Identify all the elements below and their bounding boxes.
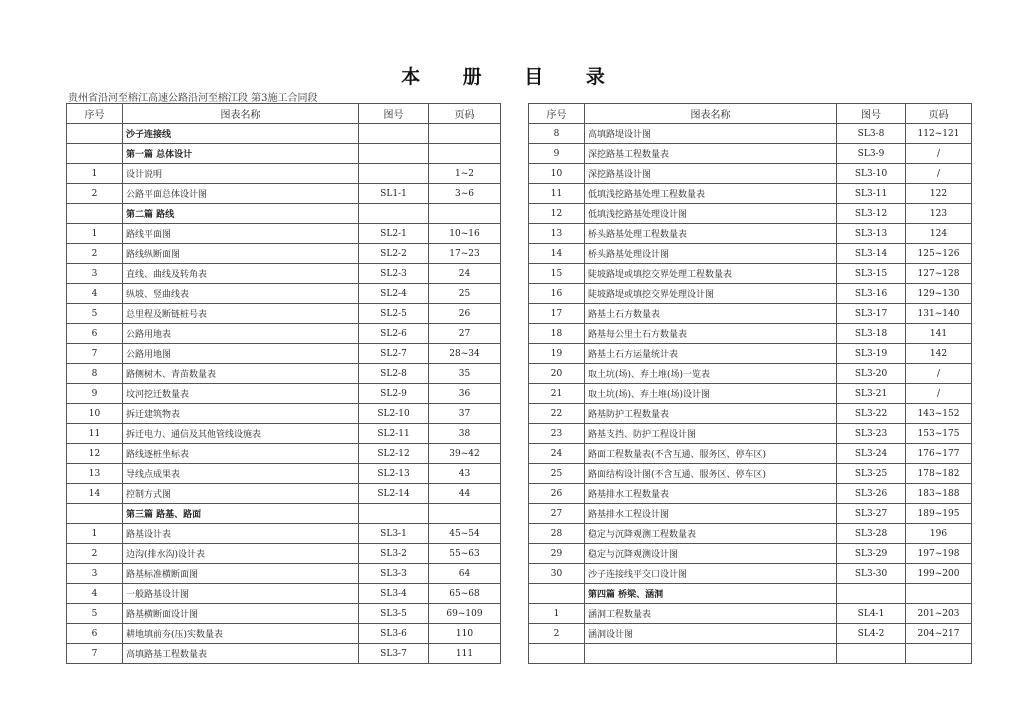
cell-page: 10~16 xyxy=(429,224,501,244)
cell-number: 13 xyxy=(67,464,123,484)
cell-page: 199~200 xyxy=(906,564,972,584)
cell-page: 1~2 xyxy=(429,164,501,184)
cell-page: 69~109 xyxy=(429,604,501,624)
cell-number: 22 xyxy=(529,404,585,424)
cell-page: / xyxy=(906,164,972,184)
cell-drawing-code: SL3-15 xyxy=(837,264,906,284)
cell-number: 4 xyxy=(67,584,123,604)
cell-page: 129~130 xyxy=(906,284,972,304)
cell-drawing-code xyxy=(359,144,429,164)
table-row xyxy=(529,204,972,224)
cell-drawing-code: SL3-9 xyxy=(837,144,906,164)
table-row xyxy=(67,184,501,204)
cell-name: 稳定与沉降观测设计图 xyxy=(585,544,837,564)
cell-page xyxy=(429,144,501,164)
cell-number: 25 xyxy=(529,464,585,484)
cell-name: 导线点成果表 xyxy=(123,464,359,484)
page-title: 本 册 目 录 xyxy=(401,66,623,88)
table-row xyxy=(529,504,972,524)
cell-drawing-code: SL3-30 xyxy=(837,564,906,584)
cell-drawing-code: SL3-19 xyxy=(837,344,906,364)
cell-page: 111 xyxy=(429,644,501,664)
cell-drawing-code: SL3-13 xyxy=(837,224,906,244)
table-row xyxy=(529,564,972,584)
cell-name: 深挖路基设计图 xyxy=(585,164,837,184)
cell-number: 7 xyxy=(67,644,123,664)
cell-number: 1 xyxy=(67,524,123,544)
cell-number: 28 xyxy=(529,524,585,544)
cell-page: 65~68 xyxy=(429,584,501,604)
cell-number: 8 xyxy=(529,124,585,144)
cell-number: 9 xyxy=(529,144,585,164)
cell-name: 直线、曲线及转角表 xyxy=(123,264,359,284)
cell-page: 141 xyxy=(906,324,972,344)
cell-page: 183~188 xyxy=(906,484,972,504)
cell-drawing-code: SL2-6 xyxy=(359,324,429,344)
table-row xyxy=(529,164,972,184)
cell-name: 低填浅挖路基处理工程数量表 xyxy=(585,184,837,204)
cell-drawing-code: SL1-1 xyxy=(359,184,429,204)
cell-number: 5 xyxy=(67,304,123,324)
table-row xyxy=(67,164,501,184)
cell-name: 坟河挖迁数量表 xyxy=(123,384,359,404)
cell-number: 5 xyxy=(67,604,123,624)
cell-page: / xyxy=(906,364,972,384)
cell-number: 10 xyxy=(529,164,585,184)
cell-drawing-code: SL2-14 xyxy=(359,484,429,504)
cell-drawing-code: SL3-21 xyxy=(837,384,906,404)
cell-name: 边沟(排水沟)设计表 xyxy=(123,544,359,564)
table-row xyxy=(529,524,972,544)
cell-page: 189~195 xyxy=(906,504,972,524)
cell-name: 桥头路基处理设计图 xyxy=(585,244,837,264)
header-name: 图表名称 xyxy=(123,104,359,124)
table-row xyxy=(529,644,972,664)
cell-name: 公路用地表 xyxy=(123,324,359,344)
cell-drawing-code: SL3-18 xyxy=(837,324,906,344)
cell-drawing-code: SL3-8 xyxy=(837,124,906,144)
cell-page xyxy=(429,204,501,224)
cell-number: 23 xyxy=(529,424,585,444)
table-row xyxy=(529,264,972,284)
cell-drawing-code: SL4-2 xyxy=(837,624,906,644)
cell-page: 196 xyxy=(906,524,972,544)
cell-number: 21 xyxy=(529,384,585,404)
cell-drawing-code: SL3-3 xyxy=(359,564,429,584)
cell-drawing-code xyxy=(359,164,429,184)
cell-page: 39~42 xyxy=(429,444,501,464)
table-header-row xyxy=(67,104,501,124)
cell-number: 10 xyxy=(67,404,123,424)
cell-number: 19 xyxy=(529,344,585,364)
section-row xyxy=(67,144,501,164)
cell-drawing-code: SL3-12 xyxy=(837,204,906,224)
cell-page xyxy=(429,124,501,144)
cell-name: 路面工程数量表(不含互通、服务区、停车区) xyxy=(585,444,837,464)
table-row xyxy=(529,244,972,264)
cell-page: 125~126 xyxy=(906,244,972,264)
cell-name: 稳定与沉降观测工程数量表 xyxy=(585,524,837,544)
cell-page: / xyxy=(906,384,972,404)
cell-number: 14 xyxy=(529,244,585,264)
cell-page: 176~177 xyxy=(906,444,972,464)
cell-page: 201~203 xyxy=(906,604,972,624)
cell-drawing-code: SL3-26 xyxy=(837,484,906,504)
table-header-row xyxy=(529,104,972,124)
cell-page: 143~152 xyxy=(906,404,972,424)
table-row xyxy=(529,184,972,204)
cell-drawing-code: SL3-29 xyxy=(837,544,906,564)
cell-page: 127~128 xyxy=(906,264,972,284)
table-row xyxy=(67,264,501,284)
table-row xyxy=(67,444,501,464)
cell-name: 路基横断面设计图 xyxy=(123,604,359,624)
cell-name: 公路用地图 xyxy=(123,344,359,364)
table-row xyxy=(67,304,501,324)
table-row xyxy=(529,124,972,144)
cell-number: 2 xyxy=(529,624,585,644)
cell-name: 第一篇 总体设计 xyxy=(123,144,359,164)
cell-page: 142 xyxy=(906,344,972,364)
cell-page: 204~217 xyxy=(906,624,972,644)
header-drawing-code: 图号 xyxy=(359,104,429,124)
header-page: 页码 xyxy=(906,104,972,124)
cell-page: 3~6 xyxy=(429,184,501,204)
table-row xyxy=(529,604,972,624)
table-row xyxy=(67,424,501,444)
cell-name: 路基每公里土石方数量表 xyxy=(585,324,837,344)
cell-drawing-code: SL2-12 xyxy=(359,444,429,464)
cell-page: 37 xyxy=(429,404,501,424)
cell-page: 197~198 xyxy=(906,544,972,564)
cell-page: 36 xyxy=(429,384,501,404)
table-row xyxy=(529,384,972,404)
cell-name: 耕地填前夯(压)实数量表 xyxy=(123,624,359,644)
cell-page: 64 xyxy=(429,564,501,584)
cell-number: 3 xyxy=(67,564,123,584)
cell-number: 12 xyxy=(67,444,123,464)
table-row xyxy=(529,444,972,464)
cell-name: 路基排水工程数量表 xyxy=(585,484,837,504)
table-row xyxy=(529,224,972,244)
cell-name xyxy=(585,644,837,664)
cell-page: 55~63 xyxy=(429,544,501,564)
cell-name: 陡坡路堤或填挖交界处理工程数量表 xyxy=(585,264,837,284)
cell-name: 路基排水工程设计图 xyxy=(585,504,837,524)
table-row xyxy=(529,344,972,364)
table-row xyxy=(67,244,501,264)
cell-page: 27 xyxy=(429,324,501,344)
cell-number: 7 xyxy=(67,344,123,364)
cell-drawing-code: SL2-5 xyxy=(359,304,429,324)
table-row xyxy=(67,564,501,584)
cell-drawing-code: SL2-3 xyxy=(359,264,429,284)
header-drawing-code: 图号 xyxy=(837,104,906,124)
cell-page: 131~140 xyxy=(906,304,972,324)
table-row xyxy=(529,484,972,504)
table-row xyxy=(67,404,501,424)
section-row xyxy=(67,124,501,144)
table-row xyxy=(529,324,972,344)
cell-number: 1 xyxy=(529,604,585,624)
project-subtitle: 贵州省沿河至榕江高速公路沿河至榕江段 第3施工合同段 xyxy=(68,93,318,104)
cell-page: 45~54 xyxy=(429,524,501,544)
table-row xyxy=(529,404,972,424)
cell-drawing-code: SL3-23 xyxy=(837,424,906,444)
cell-drawing-code: SL3-2 xyxy=(359,544,429,564)
table-row xyxy=(67,484,501,504)
cell-name: 高填路堤设计图 xyxy=(585,124,837,144)
cell-number: 8 xyxy=(67,364,123,384)
cell-number xyxy=(67,144,123,164)
section-row xyxy=(67,504,501,524)
cell-number: 2 xyxy=(67,184,123,204)
cell-number xyxy=(529,584,585,604)
cell-drawing-code: SL2-4 xyxy=(359,284,429,304)
cell-number xyxy=(67,124,123,144)
cell-drawing-code: SL3-1 xyxy=(359,524,429,544)
cell-number: 12 xyxy=(529,204,585,224)
cell-page: 17~23 xyxy=(429,244,501,264)
cell-drawing-code: SL2-11 xyxy=(359,424,429,444)
cell-page: 26 xyxy=(429,304,501,324)
cell-drawing-code: SL2-9 xyxy=(359,384,429,404)
table-row xyxy=(67,584,501,604)
cell-page: 153~175 xyxy=(906,424,972,444)
cell-name: 路基支挡、防护工程设计图 xyxy=(585,424,837,444)
cell-drawing-code xyxy=(837,644,906,664)
table-row xyxy=(67,384,501,404)
cell-name: 低填浅挖路基处理设计图 xyxy=(585,204,837,224)
cell-drawing-code: SL2-13 xyxy=(359,464,429,484)
cell-name: 取土坑(场)、弃土堆(场)设计图 xyxy=(585,384,837,404)
cell-drawing-code: SL3-6 xyxy=(359,624,429,644)
cell-page: 124 xyxy=(906,224,972,244)
cell-page: 38 xyxy=(429,424,501,444)
cell-number xyxy=(67,204,123,224)
cell-number: 9 xyxy=(67,384,123,404)
cell-drawing-code xyxy=(837,584,906,604)
cell-drawing-code: SL2-7 xyxy=(359,344,429,364)
table-row xyxy=(67,324,501,344)
cell-name: 路基土石方数量表 xyxy=(585,304,837,324)
cell-drawing-code: SL3-22 xyxy=(837,404,906,424)
cell-drawing-code: SL3-14 xyxy=(837,244,906,264)
cell-page: 24 xyxy=(429,264,501,284)
cell-page: 123 xyxy=(906,204,972,224)
header-name: 图表名称 xyxy=(585,104,837,124)
cell-name: 涵洞设计图 xyxy=(585,624,837,644)
cell-drawing-code: SL3-28 xyxy=(837,524,906,544)
cell-number: 29 xyxy=(529,544,585,564)
table-row xyxy=(529,464,972,484)
cell-number: 11 xyxy=(67,424,123,444)
cell-number: 18 xyxy=(529,324,585,344)
header-number: 序号 xyxy=(67,104,123,124)
table-row xyxy=(67,624,501,644)
table-row xyxy=(67,464,501,484)
cell-drawing-code: SL2-8 xyxy=(359,364,429,384)
cell-name: 深挖路基工程数量表 xyxy=(585,144,837,164)
cell-drawing-code: SL3-5 xyxy=(359,604,429,624)
table-row xyxy=(67,524,501,544)
cell-drawing-code: SL2-10 xyxy=(359,404,429,424)
cell-drawing-code: SL3-7 xyxy=(359,644,429,664)
table-row xyxy=(67,364,501,384)
table-row xyxy=(67,604,501,624)
cell-number: 3 xyxy=(67,264,123,284)
cell-drawing-code: SL3-17 xyxy=(837,304,906,324)
cell-name: 路面结构设计图(不含互通、服务区、停车区) xyxy=(585,464,837,484)
cell-drawing-code: SL3-11 xyxy=(837,184,906,204)
cell-number: 16 xyxy=(529,284,585,304)
cell-drawing-code: SL3-4 xyxy=(359,584,429,604)
cell-name: 路线平面图 xyxy=(123,224,359,244)
cell-drawing-code: SL3-10 xyxy=(837,164,906,184)
cell-number: 1 xyxy=(67,224,123,244)
header-page: 页码 xyxy=(429,104,501,124)
cell-number: 6 xyxy=(67,324,123,344)
cell-page: 178~182 xyxy=(906,464,972,484)
cell-name: 路线纵断面图 xyxy=(123,244,359,264)
table-row xyxy=(67,644,501,664)
cell-drawing-code xyxy=(359,124,429,144)
cell-name: 路线逐桩坐标表 xyxy=(123,444,359,464)
cell-number: 13 xyxy=(529,224,585,244)
cell-number: 14 xyxy=(67,484,123,504)
cell-page: 110 xyxy=(429,624,501,644)
cell-name: 设计说明 xyxy=(123,164,359,184)
cell-name: 纵坡、竖曲线表 xyxy=(123,284,359,304)
cell-page: 44 xyxy=(429,484,501,504)
cell-name: 涵洞工程数量表 xyxy=(585,604,837,624)
table-row xyxy=(67,544,501,564)
cell-name: 桥头路基处理工程数量表 xyxy=(585,224,837,244)
cell-page xyxy=(906,644,972,664)
cell-page: / xyxy=(906,144,972,164)
cell-drawing-code: SL2-1 xyxy=(359,224,429,244)
cell-page: 122 xyxy=(906,184,972,204)
cell-name: 公路平面总体设计图 xyxy=(123,184,359,204)
table-row xyxy=(529,364,972,384)
cell-drawing-code: SL3-20 xyxy=(837,364,906,384)
cell-drawing-code: SL3-24 xyxy=(837,444,906,464)
cell-number: 15 xyxy=(529,264,585,284)
cell-number: 1 xyxy=(67,164,123,184)
cell-number: 27 xyxy=(529,504,585,524)
cell-page xyxy=(906,584,972,604)
cell-drawing-code: SL3-16 xyxy=(837,284,906,304)
cell-drawing-code: SL2-2 xyxy=(359,244,429,264)
cell-drawing-code xyxy=(359,504,429,524)
cell-name: 一般路基设计图 xyxy=(123,584,359,604)
cell-number: 2 xyxy=(67,544,123,564)
cell-number xyxy=(529,644,585,664)
cell-number: 4 xyxy=(67,284,123,304)
cell-name: 第四篇 桥梁、涵洞 xyxy=(585,584,837,604)
cell-name: 陡坡路堤或填挖交界处理设计图 xyxy=(585,284,837,304)
table-row xyxy=(67,224,501,244)
cell-name: 第二篇 路线 xyxy=(123,204,359,224)
cell-name: 路基标准横断面图 xyxy=(123,564,359,584)
cell-number: 20 xyxy=(529,364,585,384)
directory-table-right xyxy=(528,103,972,664)
table-row xyxy=(67,284,501,304)
cell-number: 2 xyxy=(67,244,123,264)
cell-name: 取土坑(场)、弃土堆(场)一览表 xyxy=(585,364,837,384)
cell-page: 35 xyxy=(429,364,501,384)
cell-number: 24 xyxy=(529,444,585,464)
cell-number: 6 xyxy=(67,624,123,644)
cell-page: 28~34 xyxy=(429,344,501,364)
cell-page xyxy=(429,504,501,524)
table-row xyxy=(67,344,501,364)
table-row xyxy=(529,284,972,304)
cell-drawing-code: SL3-27 xyxy=(837,504,906,524)
cell-number: 30 xyxy=(529,564,585,584)
cell-name: 路基设计表 xyxy=(123,524,359,544)
section-row xyxy=(67,204,501,224)
cell-drawing-code: SL3-25 xyxy=(837,464,906,484)
cell-number: 17 xyxy=(529,304,585,324)
cell-name: 路基防护工程数量表 xyxy=(585,404,837,424)
section-row xyxy=(529,584,972,604)
cell-name: 拆迁建筑物表 xyxy=(123,404,359,424)
cell-name: 拆迁电力、通信及其他管线设施表 xyxy=(123,424,359,444)
cell-drawing-code: SL4-1 xyxy=(837,604,906,624)
cell-name: 第三篇 路基、路面 xyxy=(123,504,359,524)
cell-number: 26 xyxy=(529,484,585,504)
cell-drawing-code xyxy=(359,204,429,224)
cell-name: 高填路基工程数量表 xyxy=(123,644,359,664)
cell-name: 控制方式图 xyxy=(123,484,359,504)
table-row xyxy=(529,424,972,444)
table-row xyxy=(529,144,972,164)
cell-page: 112~121 xyxy=(906,124,972,144)
cell-name: 总里程及断链桩号表 xyxy=(123,304,359,324)
cell-number xyxy=(67,504,123,524)
cell-page: 25 xyxy=(429,284,501,304)
cell-name: 路基土石方运量统计表 xyxy=(585,344,837,364)
table-row xyxy=(529,624,972,644)
directory-table-left xyxy=(66,103,501,664)
cell-name: 路侧树木、青苗数量表 xyxy=(123,364,359,384)
cell-name: 沙子连接线平交口设计图 xyxy=(585,564,837,584)
cell-name: 沙子连接线 xyxy=(123,124,359,144)
cell-number: 11 xyxy=(529,184,585,204)
header-number: 序号 xyxy=(529,104,585,124)
cell-page: 43 xyxy=(429,464,501,484)
table-row xyxy=(529,304,972,324)
table-row xyxy=(529,544,972,564)
